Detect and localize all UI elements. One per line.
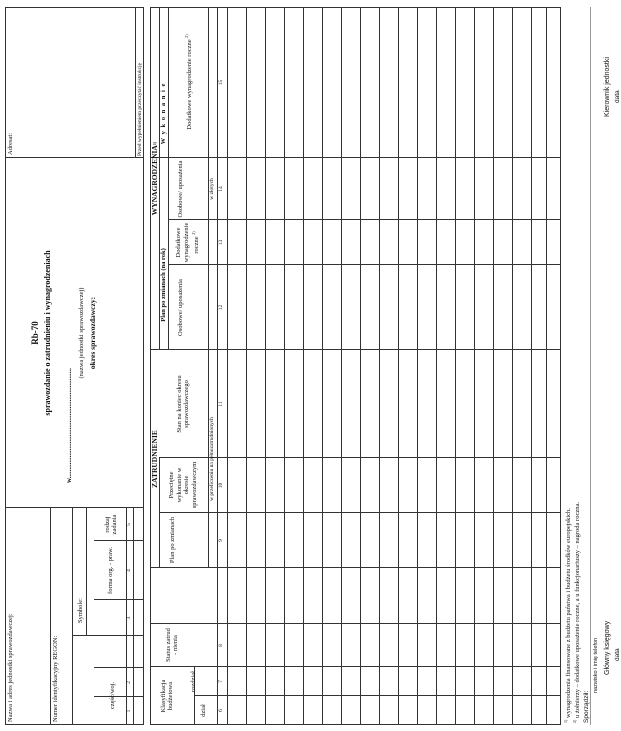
table-row-line — [512, 7, 513, 725]
symbol-header-task-type: rodzaj zadania — [103, 514, 118, 535]
form-code: Rb-70 — [30, 321, 40, 345]
symbol-number-1: 1 — [125, 709, 132, 713]
unit-name-note: (nazwa jednostki sprawozdawczej) — [78, 287, 85, 379]
table-row-line — [322, 7, 323, 725]
prepared-by-line — [590, 7, 591, 725]
header-frame — [5, 7, 144, 725]
col-number-11: 11 — [218, 401, 225, 407]
exec-personal-header: Osobowe/ uposażenia — [177, 160, 185, 218]
symbol-number-3: 3 — [125, 616, 132, 620]
period-label: okres sprawozdawczy: — [88, 296, 97, 370]
name-address-label: Nazwa i adres jednostki sprawozdawczej: — [7, 613, 14, 722]
form-title: sprawozdanie o zatrudnieniu i wynagrodzeniach — [43, 250, 52, 416]
dzial-header: dział — [200, 704, 208, 717]
symbol-number-2: 2 — [125, 681, 132, 684]
table-row-line — [436, 7, 437, 725]
addressee-label: Adresat: — [7, 132, 14, 155]
classification-header: Klasyfikacja budżetowa — [159, 679, 174, 713]
footnote-2: $^{2)}$ u żołnierzy – dodatkowe uposażenie roczne, a u funkcjonariuszy – nagroda roczna. — [572, 501, 582, 723]
average-execution-header: Przeciętne wykonanie w okresie sprawozdawczym — [168, 461, 198, 509]
employment-group-line — [159, 458, 160, 568]
head-of-unit-label: Kierownik jednostki — [604, 57, 611, 117]
exec-additional-header: Dodatkowe wynagrodzenie roczne $^{2)}$ — [183, 34, 193, 130]
chief-accountant-label: Główny księgowy — [604, 620, 611, 675]
table-row-line — [455, 7, 456, 725]
table-row-line — [531, 7, 532, 725]
table-row-line — [246, 7, 247, 725]
plan-group-title: Plan po zmianach (na rok) — [159, 248, 167, 322]
symbol-header-part: część/woj. — [109, 681, 117, 710]
col-number-15: 15 — [218, 79, 225, 86]
table-row-line — [546, 7, 547, 725]
table-row-line — [303, 7, 304, 725]
table-row-line — [379, 7, 380, 725]
col-number-9: 9 — [218, 539, 225, 542]
instruction-note: Przed wypełnieniem przeczytać instrukcję — [137, 62, 143, 156]
header-line-2 — [72, 508, 73, 725]
instruction-line — [135, 7, 136, 158]
symbol-number-5: 5 — [125, 523, 132, 526]
header-divider-right — [5, 157, 144, 158]
table-row-line — [360, 7, 361, 725]
symbols-line — [86, 508, 87, 636]
employment-status-header: Status zatrud - nienia — [164, 628, 179, 662]
table-row-line — [417, 7, 418, 725]
symbol-number-4: 4 — [125, 569, 132, 572]
footnote-1: $^{1)}$ wynagrodzenia finansowane z budżetu państwa i budżetu środków europejskich. — [563, 508, 573, 723]
col-number-8: 8 — [218, 644, 225, 647]
plan-after-changes-header: Plan po zmianach — [169, 516, 177, 564]
table-row-line — [493, 7, 494, 725]
head-of-unit-date: data — [614, 90, 621, 103]
symbol-header-legal-form: forma org. - praw. — [107, 547, 115, 594]
symbols-label: Symbole: — [77, 598, 84, 623]
regon-label: Numer identyfikacyjny REGON: — [52, 635, 59, 722]
table-row-line — [398, 7, 399, 725]
column-numbers-bottom-line — [227, 7, 228, 725]
execution-group-title: W y k o n a n i e — [159, 82, 167, 145]
fte-note: w przeliczeniu na pełnozatrudnionych — [208, 417, 215, 501]
header-line-1 — [50, 508, 51, 725]
state-end-period-header: Stan na koniec okresu sprawozdawczego — [175, 375, 190, 433]
col-number-7: 7 — [218, 680, 225, 683]
symbol-divider-3 — [72, 635, 144, 636]
rozdzial-header: rozdział — [190, 671, 198, 692]
col-number-14: 14 — [218, 186, 225, 192]
table-col-line-status — [150, 623, 561, 624]
table-row-line — [265, 7, 266, 725]
table-row-line — [341, 7, 342, 725]
plan-personal-header: Osobowe/ uposażenia — [177, 279, 185, 336]
col-number-13: 13 — [218, 239, 225, 246]
col-number-10: 10 — [218, 482, 225, 489]
table-row-line — [284, 7, 285, 725]
wages-group-title: WYNAGRODZENIA 1) — [149, 141, 159, 216]
table-col-line-dzial — [194, 695, 561, 696]
table-col-line-classification — [150, 666, 561, 667]
plan-additional-header: Dodatkowe wynagrodzenie roczne $^{2)}$ — [175, 222, 201, 263]
pln-note: w złotych — [208, 178, 215, 200]
wages-subgroup-line — [168, 7, 169, 350]
employment-group-title: ZATRUDNIENIE — [149, 430, 159, 488]
chief-accountant-date: data — [614, 648, 621, 661]
unit-name-line: w............................................................... — [65, 368, 73, 483]
table-row-line — [474, 7, 475, 725]
prepared-by-label: Sporządził: — [583, 690, 590, 723]
col-number-6: 6 — [218, 709, 225, 712]
name-phone-label: nazwisko i imię telefon — [593, 637, 599, 693]
col-number-12: 12 — [218, 304, 225, 311]
